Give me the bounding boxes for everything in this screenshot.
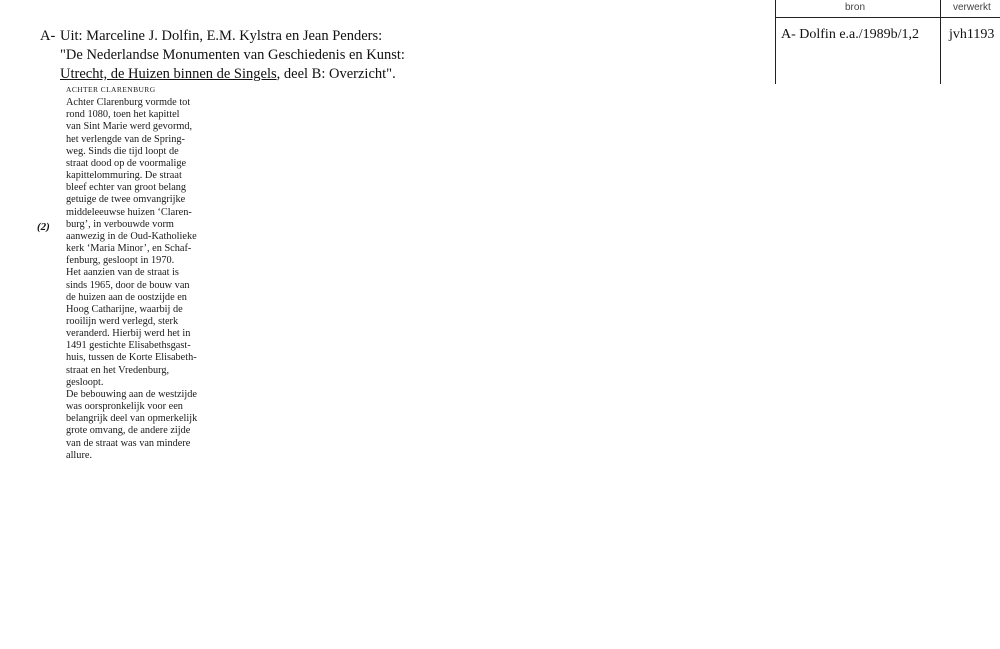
source-line-2: "De Nederlandse Monumenten van Geschiedenis en Kunst: <box>60 47 405 63</box>
article-line: aanwezig in de Oud-Katholieke <box>66 230 197 242</box>
article-line: grote omvang, de andere zijde <box>66 425 191 437</box>
article-line: kapittelommuring. De straat <box>66 170 182 182</box>
article-line: was oorspronkelijk voor een <box>66 401 183 413</box>
article-line: straat en het Vredenburg, <box>66 364 170 376</box>
margin-annotation: (2) <box>37 221 50 233</box>
article-line: weg. Sinds die tijd loopt de <box>66 145 179 157</box>
source-line-3 <box>60 65 405 84</box>
article-line: rond 1080, toen het kapittel <box>66 109 180 121</box>
article-column <box>66 84 226 462</box>
article-line: De bebouwing aan de westzijde <box>66 388 197 400</box>
source-title-underlined: Utrecht, de Huizen binnen de Singels <box>60 66 277 82</box>
article-line: 1491 gestichte Elisabethsgast- <box>66 340 191 352</box>
article-line: middeleeuwse huizen ‘Claren- <box>66 206 192 218</box>
article-line: burg’, in verbouwde vorm <box>66 218 174 230</box>
table-column-divider <box>940 0 941 84</box>
article-line: gesloopt. <box>66 376 104 388</box>
article-body <box>66 97 226 462</box>
article-line: belangrijk deel van opmerkelijk <box>66 413 198 425</box>
article-line: fenburg, gesloopt in 1970. <box>66 255 175 267</box>
source-line-1: Uit: Marceline J. Dolfin, E.M. Kylstra en Jean Penders: <box>60 28 383 44</box>
article-line: veranderd. Hierbij werd het in <box>66 328 191 340</box>
article-heading: ACHTER CLARENBURG <box>66 85 156 94</box>
column-header-bron: bron <box>845 2 866 13</box>
source-prefix: A- <box>40 28 56 44</box>
article-line: straat dood op de voormalige <box>66 157 187 169</box>
table-left-border <box>775 0 776 84</box>
article-line: Het aanzien van de straat is <box>66 267 179 279</box>
article-line: kerk ‘Maria Minor’, en Schaf- <box>66 243 192 255</box>
article-line: van de straat was van mindere <box>66 437 191 449</box>
article-line: Hoog Catharijne, waarbij de <box>66 303 183 315</box>
source-title-rest: , deel B: Overzicht". <box>276 66 396 82</box>
column-header-verwerkt: verwerkt <box>953 2 991 13</box>
article-line: van Sint Marie werd gevormd, <box>66 121 193 133</box>
article-line: bleef echter van groot belang <box>66 182 187 194</box>
article-line: sinds 1965, door de bouw van <box>66 279 190 291</box>
article-line: de huizen aan de oostzijde en <box>66 291 187 303</box>
article-line: huis, tussen de Korte Elisabeth- <box>66 352 197 364</box>
article-line: getuige de twee omvangrijke <box>66 194 186 206</box>
article-line: Achter Clarenburg vormde tot <box>66 97 191 109</box>
article-line: het verlengde van de Spring- <box>66 133 185 145</box>
cell-bron: A- Dolfin e.a./1989b/1,2 <box>781 27 920 42</box>
article-line: allure. <box>66 449 93 461</box>
article-line: rooilijn werd verlegd, sterk <box>66 315 179 327</box>
cell-verwerkt: jvh1193 <box>949 27 995 42</box>
table-header-divider <box>775 17 1000 18</box>
source-table <box>775 0 1000 84</box>
